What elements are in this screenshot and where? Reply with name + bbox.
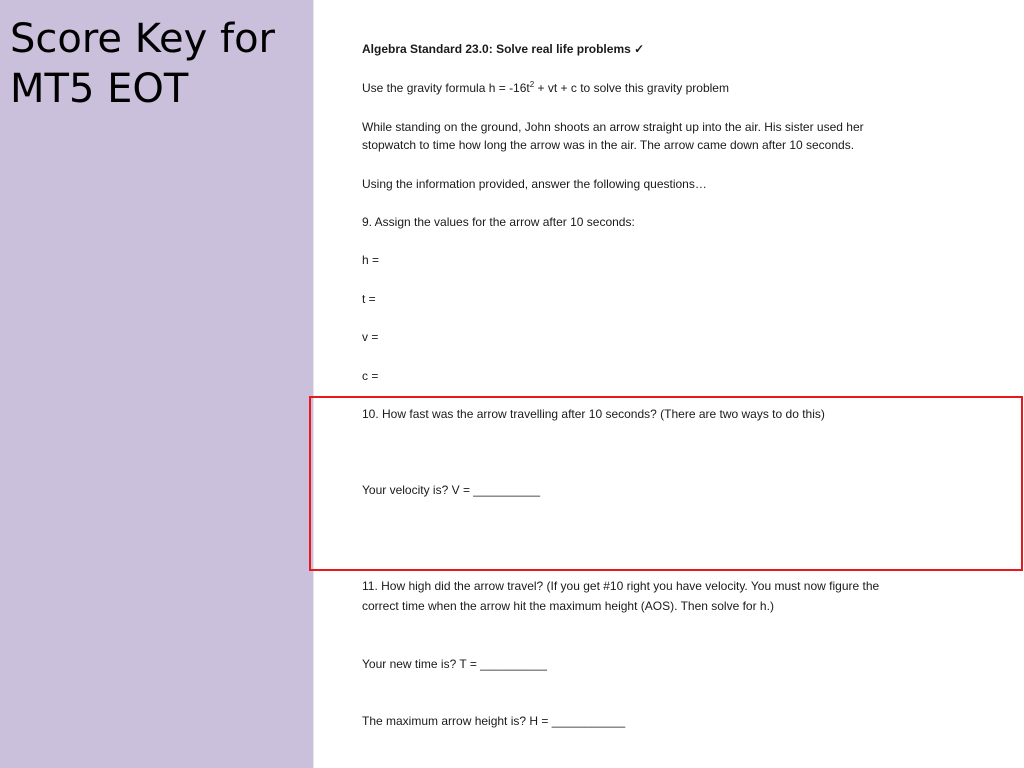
standard-label: Algebra Standard 23.0: (362, 42, 493, 56)
question-9: 9. Assign the values for the arrow after 10 seconds: (362, 215, 635, 229)
question-10: 10. How fast was the arrow travelling after 10 seconds? (There are two ways to do this) (362, 407, 825, 421)
variable-v: v = (362, 330, 379, 344)
standard-text: Solve real life problems (496, 42, 631, 56)
formula-exponent: 2 (529, 80, 535, 89)
question-11-line-1: 11. How high did the arrow travel? (If you get #10 right you have velocity. You must now figure the (362, 579, 880, 593)
standard-heading (362, 40, 644, 58)
slide-title-line1: Score Key for (10, 16, 275, 62)
variable-c: c = (362, 369, 379, 383)
formula-intro: Use the gravity formula h = -16t (362, 81, 530, 95)
max-height-answer: The maximum arrow height is? H = ___________ (362, 714, 626, 728)
variable-t: t = (362, 292, 376, 306)
question-10-highlight-box (309, 396, 1023, 571)
check-mark-icon: ✓ (634, 42, 645, 56)
slide-title-line2: MT5 EOT (10, 66, 189, 112)
slide-title (10, 14, 300, 114)
variable-h: h = (362, 253, 380, 267)
velocity-answer: Your velocity is? V = __________ (362, 483, 541, 497)
formula-line (362, 79, 729, 97)
formula-rest: + vt + c to solve this gravity problem (534, 81, 729, 95)
scenario-line-2: stopwatch to time how long the arrow was in the air. The arrow came down after 10 seconds. (362, 138, 855, 152)
question-11-line-2: correct time when the arrow hit the maximum height (AOS). Then solve for h.) (362, 599, 774, 613)
scenario-line-1: While standing on the ground, John shoots an arrow straight up into the air. His sister used her (362, 120, 864, 134)
new-time-answer: Your new time is? T = __________ (362, 657, 547, 671)
instruction-text: Using the information provided, answer the following questions… (362, 177, 707, 191)
worksheet-image (313, 0, 1024, 768)
